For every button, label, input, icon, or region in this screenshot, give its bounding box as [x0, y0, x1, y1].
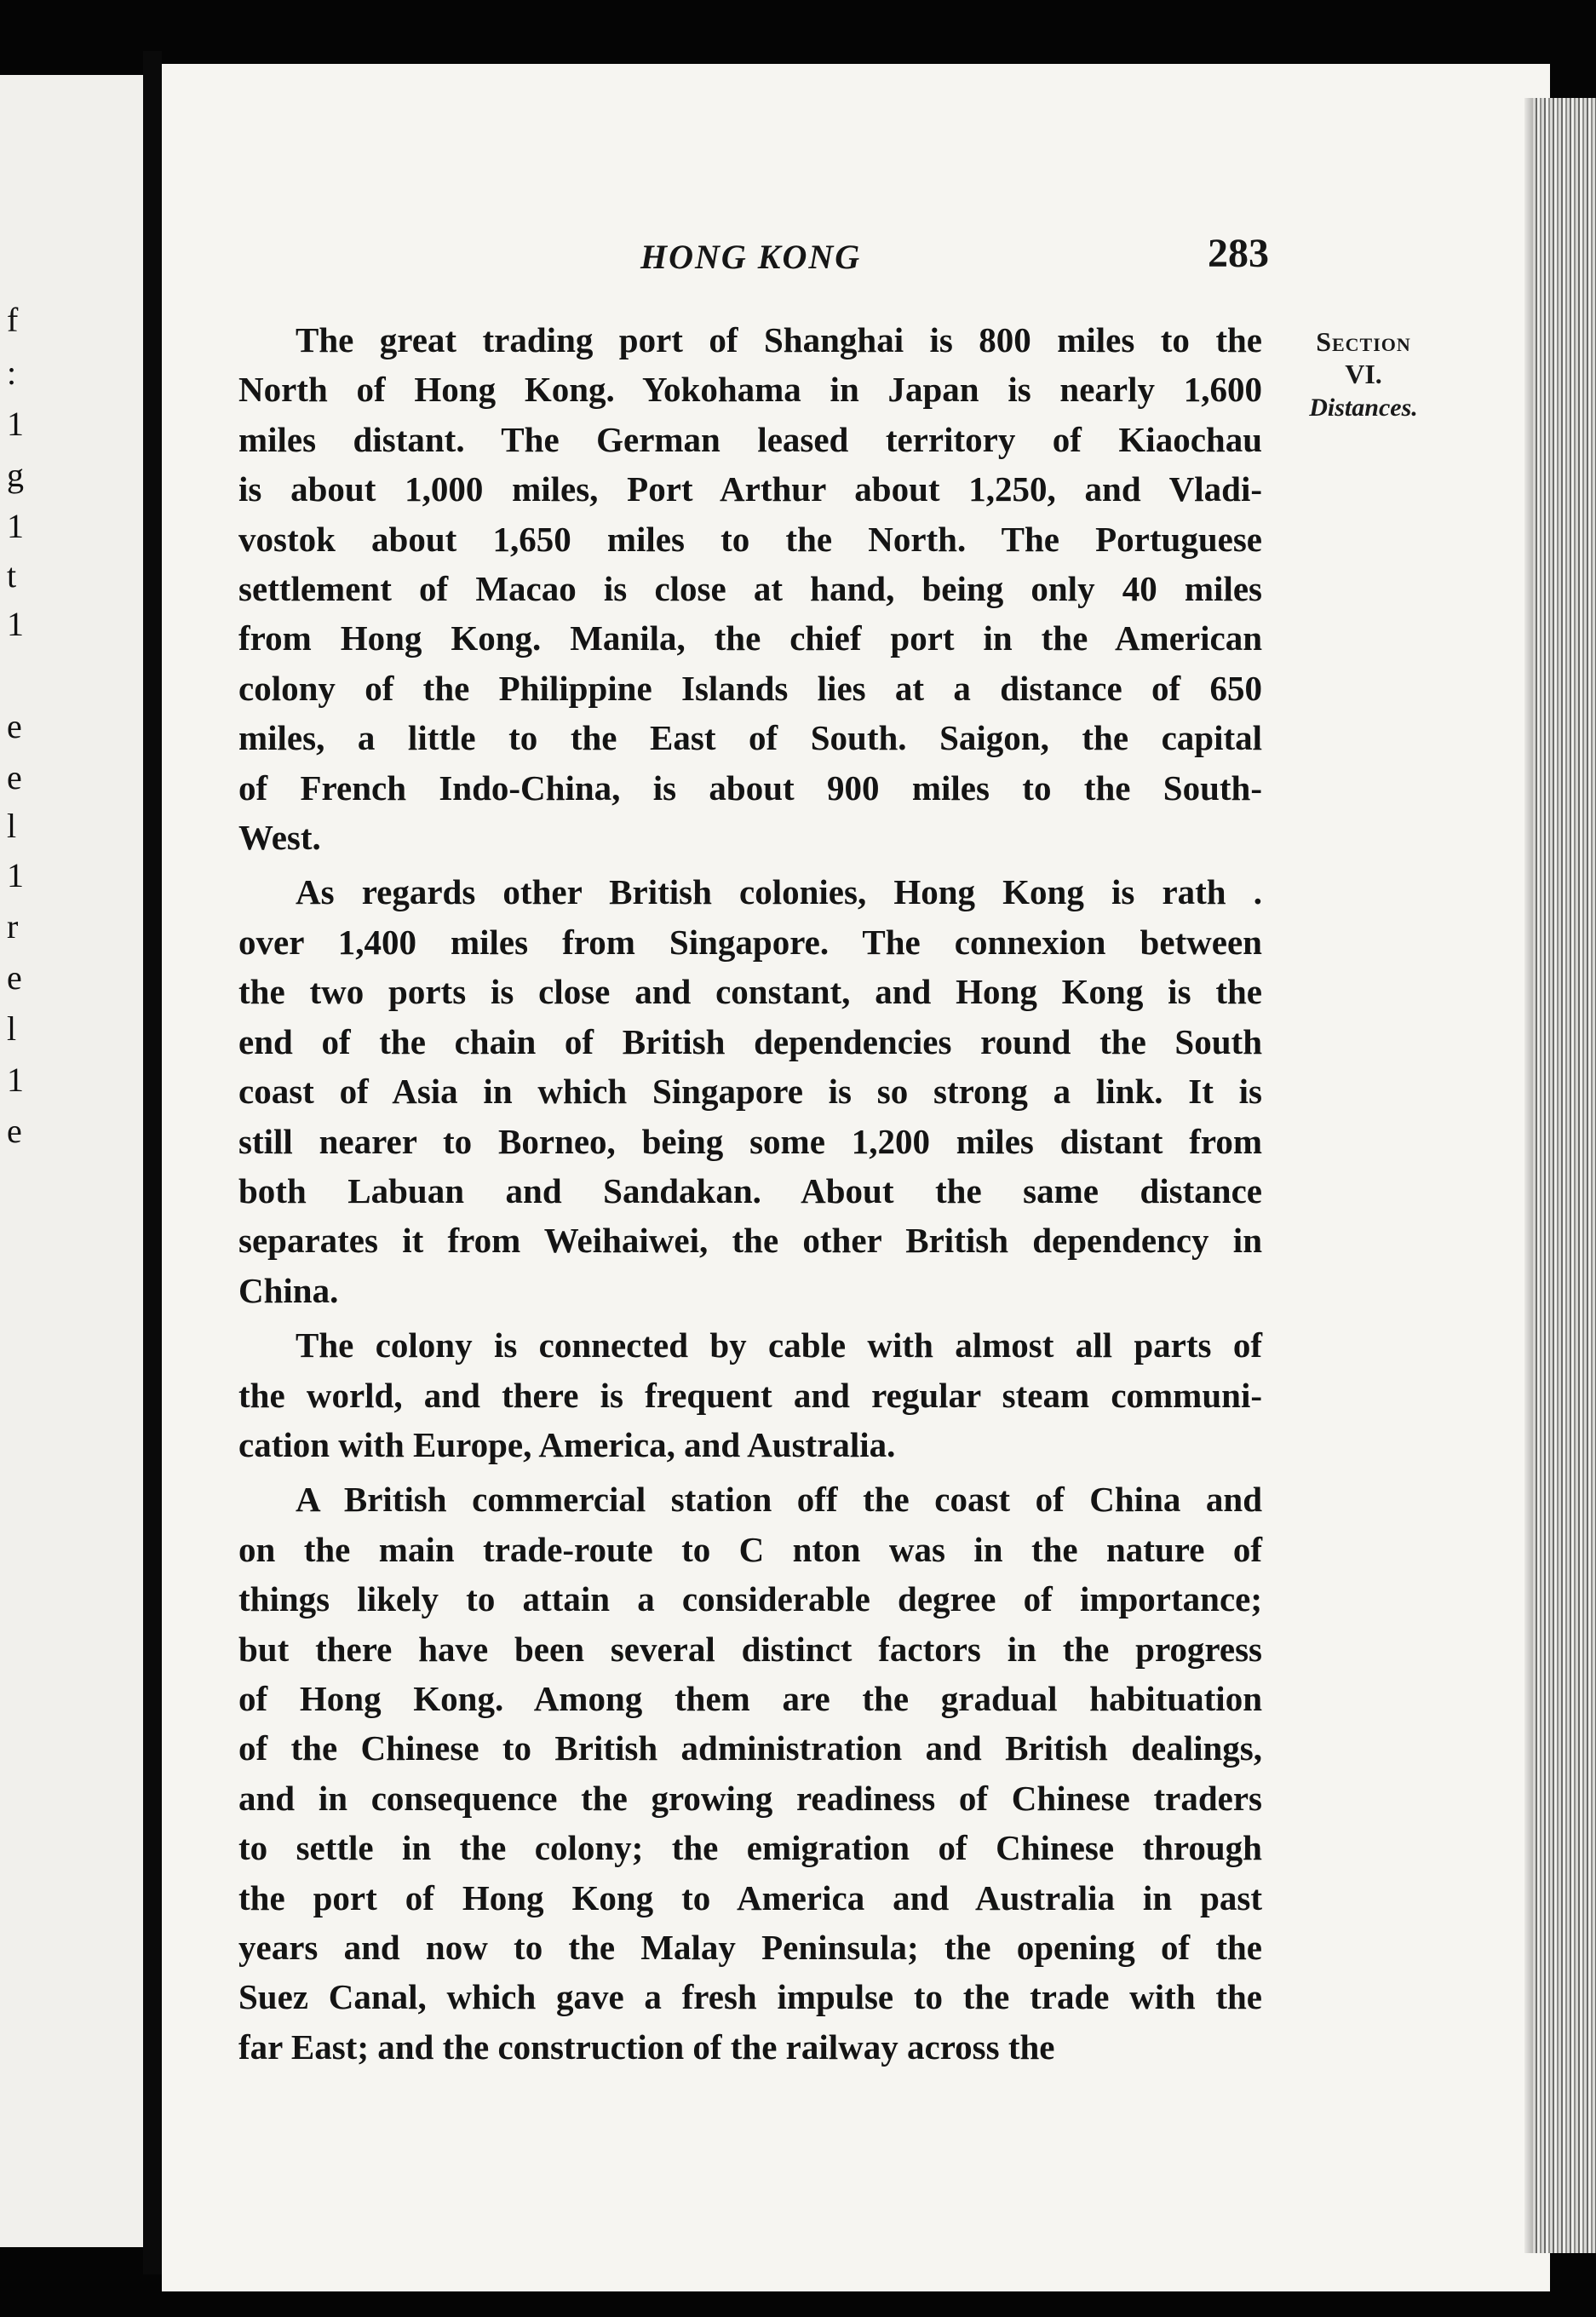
- facing-page-letter: e: [7, 758, 22, 796]
- text-line: on the main trade-route to C nton was in the nature of: [238, 1529, 1262, 1569]
- facing-page-letter: 1: [7, 405, 24, 443]
- text-line: the world, and there is frequent and regular steam communi-: [238, 1375, 1262, 1415]
- paragraph: [238, 315, 1262, 862]
- facing-page-letter: g: [7, 456, 24, 494]
- text-line: settlement of Macao is close at hand, being only 40 miles: [238, 569, 1262, 609]
- text-line: the two ports is close and constant, and Hong Kong is the: [238, 972, 1262, 1012]
- text-line: the port of Hong Kong to America and Australia in past: [238, 1877, 1262, 1917]
- text-line: still nearer to Borneo, being some 1,200 miles distant from: [238, 1121, 1262, 1161]
- text-line: of French Indo-China, is about 900 miles to the South-: [238, 768, 1262, 808]
- facing-page-letter: r: [7, 907, 19, 946]
- text-line: vostok about 1,650 miles to the North. The Portuguese: [238, 519, 1262, 559]
- running-head: HONG KONG: [640, 238, 862, 276]
- facing-page-letter: 1: [7, 1061, 24, 1099]
- facing-page-letter: 1: [7, 605, 24, 643]
- margin-note-section: Section: [1316, 326, 1411, 357]
- text-line: colony of the Philippine Islands lies at a distance of 650: [238, 668, 1262, 708]
- facing-page-letter: :: [7, 354, 17, 392]
- body-text: [238, 315, 1262, 2077]
- text-line: The great trading port of Shanghai is 800 miles to the: [296, 320, 1262, 359]
- paragraph: [238, 1475, 1262, 2072]
- text-line: A British commercial station off the coast of China and: [296, 1480, 1262, 1520]
- text-line: over 1,400 miles from Singapore. The connexion between: [238, 922, 1262, 962]
- facing-page-letter: l: [7, 1009, 17, 1048]
- text-line: things likely to attain a considerable degree of importance;: [238, 1579, 1262, 1619]
- text-line: is about 1,000 miles, Port Arthur about 1,250, and Vladi-: [238, 469, 1262, 509]
- text-line: far East; and the construction of the railway across the: [238, 2027, 1055, 2067]
- text-line: but there have been several distinct factors in the progress: [238, 1629, 1262, 1669]
- text-line: and in consequence the growing readiness of Chinese traders: [238, 1778, 1262, 1818]
- page-number: 283: [1208, 231, 1269, 276]
- paragraph: [238, 1320, 1262, 1469]
- book-gutter: [143, 51, 162, 2274]
- facing-page-letter: e: [7, 707, 22, 745]
- text-line: Suez Canal, which gave a fresh impulse to the trade with the: [238, 1977, 1262, 2017]
- text-line: miles, a little to the East of South. Saigon, the capital: [238, 718, 1262, 758]
- page-edges: [1533, 98, 1596, 2253]
- facing-page-letter: f: [7, 301, 19, 339]
- text-line: North of Hong Kong. Yokohama in Japan is nearly 1,600: [238, 370, 1262, 410]
- facing-page-letter: e: [7, 958, 22, 997]
- margin-note-section-number: VI.: [1345, 358, 1382, 389]
- facing-page-fragment: [0, 75, 143, 2247]
- text-line: As regards other British colonies, Hong Kong is rath .: [296, 872, 1262, 912]
- text-line: coast of Asia in which Singapore is so strong a link. It is: [238, 1072, 1262, 1112]
- facing-page-letter: e: [7, 1112, 22, 1150]
- text-line: of the Chinese to British administration and British dealings,: [238, 1728, 1262, 1768]
- text-line: from Hong Kong. Manila, the chief port in the American: [238, 618, 1262, 658]
- margin-note-topic: Distances.: [1309, 393, 1418, 422]
- text-line: China.: [238, 1270, 339, 1310]
- text-line: to settle in the colony; the emigration of Chinese through: [238, 1828, 1262, 1868]
- text-line: years and now to the Malay Peninsula; the opening of the: [238, 1928, 1262, 1967]
- text-line: miles distant. The German leased territory of Kiaochau: [238, 419, 1262, 459]
- text-line: The colony is connected by cable with almost all parts of: [296, 1325, 1262, 1365]
- text-line: end of the chain of British dependencies round the South: [238, 1021, 1262, 1061]
- text-line: of Hong Kong. Among them are the gradual habituation: [238, 1678, 1262, 1718]
- facing-page-letter: 1: [7, 507, 24, 545]
- text-line: both Labuan and Sandakan. About the same distance: [238, 1170, 1262, 1210]
- text-line: West.: [238, 818, 321, 858]
- facing-page-letter: t: [7, 556, 17, 595]
- margin-note: [1283, 326, 1444, 423]
- facing-page-letter: 1: [7, 856, 24, 894]
- paragraph: [238, 867, 1262, 1315]
- text-line: cation with Europe, America, and Australia.: [238, 1424, 896, 1464]
- text-line: separates it from Weihaiwei, the other British dependency in: [238, 1221, 1262, 1261]
- facing-page-letter: l: [7, 807, 17, 845]
